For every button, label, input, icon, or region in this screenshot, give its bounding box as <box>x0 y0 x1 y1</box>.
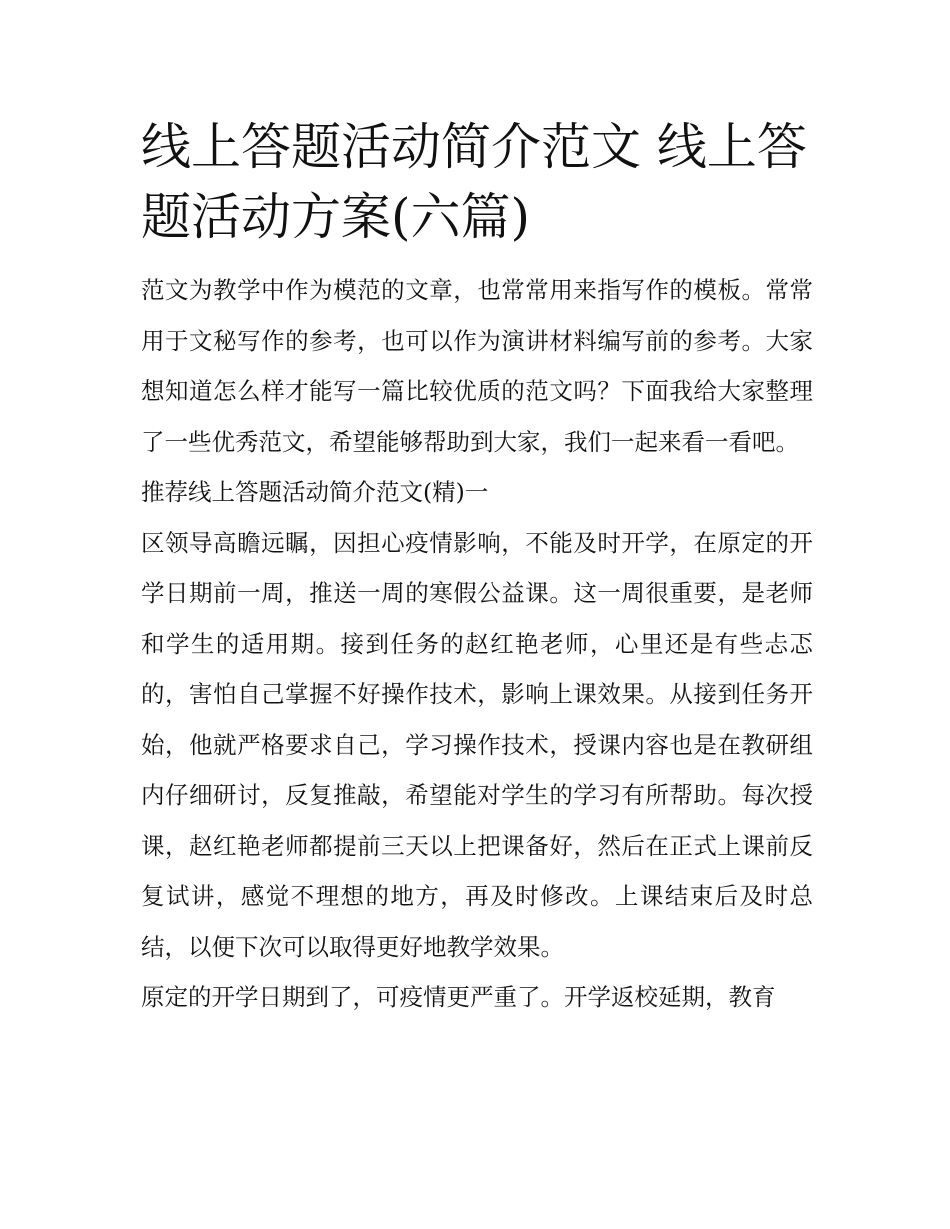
document-page <box>141 112 813 1023</box>
section-heading: 推荐线上答题活动简介范文(精)一 <box>141 478 489 506</box>
body-paragraph-2: 原定的开学日期到了，可疫情更严重了。开学返校延期，教育 <box>141 983 776 1011</box>
body-paragraph-1: 区领导高瞻远瞩，因担心疫情影响，不能及时开学，在原定的开学日期前一周，推送一周的寒假公益课。这一周很重要，是老师和学生的适用期。接到任务的赵红艳老师，心里还是有些忐忑的，害怕自己掌握不好操作技术，影响上课效果。从接到任务开始，他就严格要求自己，学习操作技术，授课内容也是在教研组内仔细研讨，反复推敲，希望能对学生的学习有所帮助。每次授课，赵红艳老师都提前三天以上把课备好，然后在正式上课前反复试讲，感觉不理想的地方，再及时修改。上课结束后及时总结，以便下次可以取得更好地教学效果。 <box>141 528 813 961</box>
document-title: 线上答题活动简介范文 线上答题活动方案(六篇) <box>141 118 807 246</box>
intro-paragraph: 范文为教学中作为模范的文章，也常常用来指写作的模板。常常用于文秘写作的参考，也可以作为演讲材料编写前的参考。大家想知道怎么样才能写一篇比较优质的范文吗？下面我给大家整理了一些优秀范文，希望能够帮助到大家，我们一起来看一看吧。 <box>141 276 813 456</box>
